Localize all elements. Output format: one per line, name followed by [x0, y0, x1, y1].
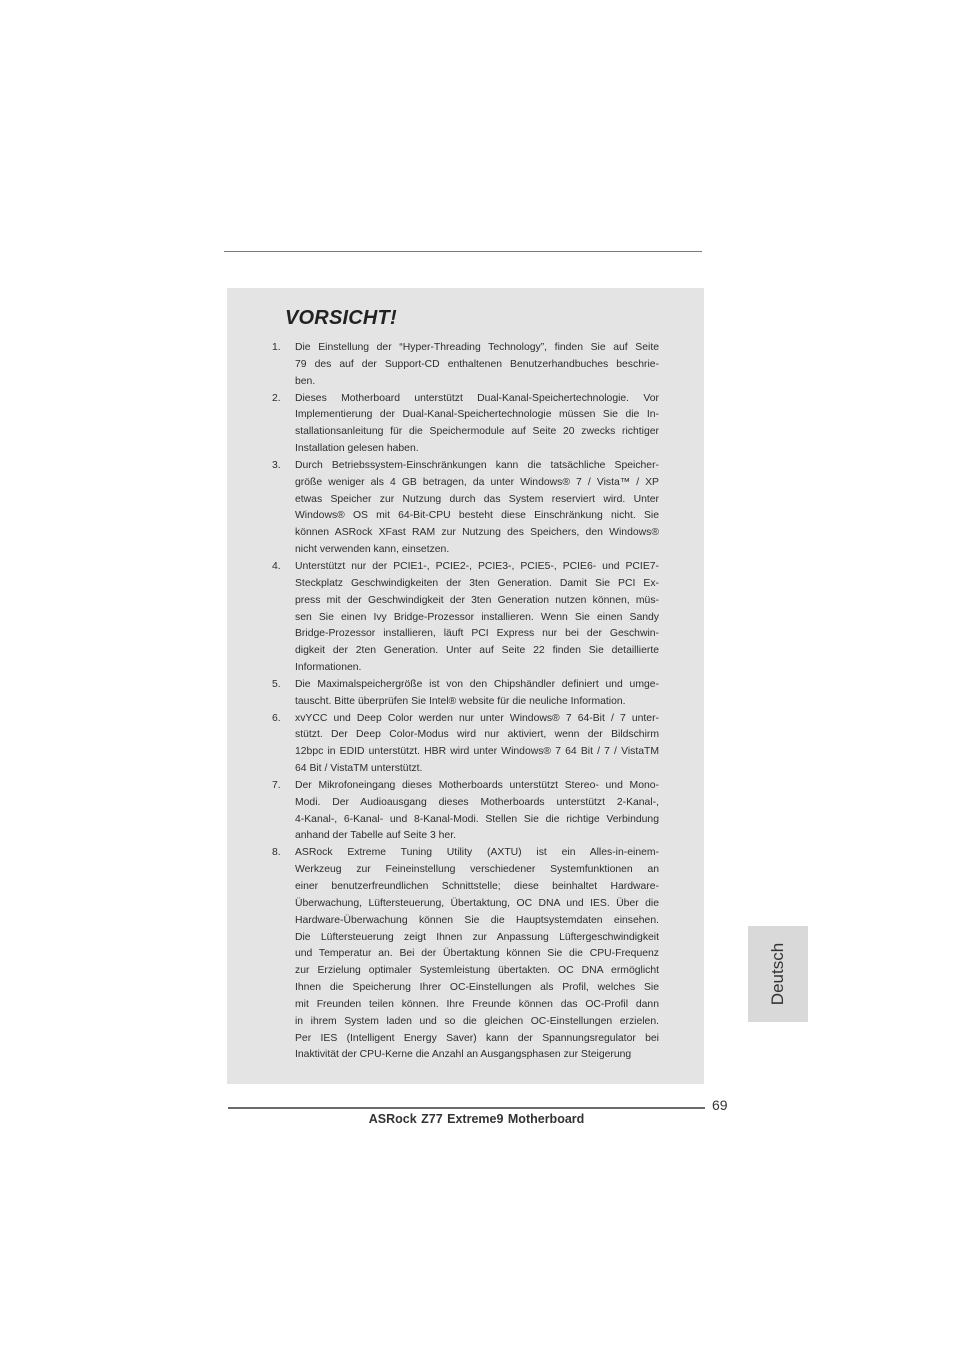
caution-item-line: können ASRock XFast RAM zur Nutzung des Speichers, den Windows® [295, 527, 659, 539]
caution-item-line: 12bpc in EDID unterstützt. HBR wird unter Windows® 7 64 Bit / 7 / VistaTM [295, 746, 659, 758]
caution-item-line: Informationen. [295, 662, 362, 674]
caution-item-line: ASRock Extreme Tuning Utility (AXTU) ist ein Alles-in-einem- [295, 847, 659, 859]
caution-item-line: Durch Betriebssystem-Einschränkungen kann die tatsächliche Speicher- [295, 459, 659, 471]
caution-item-line: in ihrem System laden und so die gleichen OC-Einstellungen erzielen. [295, 1015, 659, 1027]
caution-item-line: mit Freunden teilen können. Ihre Freunde können das OC-Profil dann [295, 998, 659, 1010]
language-tab [748, 926, 808, 1022]
caution-item-line: digkeit der 2ten Generation. Unter auf Seite 22 finden Sie detaillierte [295, 645, 659, 657]
caution-item-line: und Temperatur an. Bei der Übertaktung können Sie die CPU-Frequenz [295, 948, 659, 960]
top-divider [224, 251, 702, 252]
caution-item-line: etwas Speicher zur Nutzung durch das System reserviert wird. Unter [295, 493, 659, 505]
caution-item-line: Per IES (Intelligent Energy Saver) kann der Spannungsregulator bei [295, 1032, 659, 1044]
footer-divider [228, 1107, 705, 1109]
caution-item-line: Die Einstellung der “Hyper-Threading Technology”, finden Sie auf Seite [295, 342, 659, 353]
caution-item-line: tauscht. Bitte überprüfen Sie Intel® website für die neuliche Information. [295, 695, 626, 707]
caution-item-number: 6. [272, 712, 281, 724]
caution-item-number: 1. [272, 342, 281, 353]
caution-item-line: stützt. Der Deep Color-Modus wird nur aktiviert, wenn der Bildschirm [295, 729, 659, 741]
caution-item-line: sen Sie einen Ivy Bridge-Prozessor installieren. Wenn Sie einen Sandy [295, 611, 659, 623]
caution-item-line: 79 des auf der Support-CD enthaltenen Benutzerhandbuches beschrie- [295, 358, 659, 370]
caution-item-line: Überwachung, Lüftersteuerung, Übertaktung, OC DNA und IES. Über die [295, 897, 659, 909]
caution-item-line: 4-Kanal-, 6-Kanal- und 8-Kanal-Modi. Stellen Sie die richtige Verbindung [295, 813, 659, 825]
caution-item [262, 458, 659, 559]
caution-item-line: anhand der Tabelle auf Seite 3 her. [295, 830, 456, 842]
caution-item-line: einer benutzerfreundlichen Schnittstelle; diese beinhaltet Hardware- [295, 881, 659, 892]
caution-item-line: ben. [295, 375, 316, 387]
caution-item [262, 845, 659, 1064]
caution-item-line: Der Mikrofoneingang dieses Motherboards unterstützt Stereo- und Mono- [295, 779, 659, 791]
caution-item-number: 2. [272, 392, 281, 404]
caution-list [262, 340, 659, 1064]
footer-title: ASRock Z77 Extreme9 Motherboard [368, 1112, 585, 1126]
caution-item-line: Unterstützt nur der PCIE1-, PCIE2-, PCIE3-, PCIE5-, PCIE6- und PCIE7- [295, 560, 659, 572]
page-number: 69 [712, 1097, 728, 1113]
caution-item-line: press mit der Geschwindigkeit der 3ten Generation nutzen können, müs- [295, 594, 659, 606]
caution-item-line: Implementierung der Dual-Kanal-Speichertechnologie müssen Sie die In- [295, 409, 659, 421]
caution-item-line: stallationsanleitung für die Speichermodule auf Seite 20 zwecks richtiger [295, 426, 659, 438]
caution-item-line: Modi. Der Audioausgang dieses Motherboards unterstützt 2-Kanal-, [295, 796, 659, 808]
caution-item-line: Inaktivität der CPU-Kerne die Anzahl an Ausgangsphasen zur Steigerung [295, 1049, 632, 1061]
caution-item [262, 711, 659, 778]
caution-item-line: Windows® OS mit 64-Bit-CPU besteht diese Einschränkung nicht. Sie [295, 510, 659, 522]
caution-item-line: xvYCC und Deep Color werden nur unter Windows® 7 64-Bit / 7 unter- [295, 712, 659, 724]
language-tab-label: Deutsch [768, 942, 787, 1006]
caution-item-line: Ihnen die Speicherung Ihrer OC-Einstellungen als Profil, welches Sie [295, 982, 659, 994]
caution-item-number: 4. [272, 560, 281, 572]
caution-item-line: Die Maximalspeichergröße ist von den Chipshändler definiert und umge- [295, 678, 659, 690]
caution-item-line: Steckplatz Geschwindigkeiten der 3ten Generation. Damit Sie PCI Ex- [295, 577, 659, 589]
caution-item-number: 5. [272, 678, 281, 690]
caution-item-line: Hardware-Überwachung können Sie die Hauptsystemdaten einsehen. [295, 914, 659, 926]
caution-item-number: 8. [272, 847, 281, 859]
caution-item-number: 7. [272, 779, 281, 791]
caution-item-line: Die Lüftersteuerung zeigt Ihnen zur Anpassung Lüftergeschwindigkeit [295, 931, 659, 943]
caution-item [262, 391, 659, 458]
caution-item-line: 64 Bit / VistaTM unterstützt. [295, 763, 423, 775]
caution-item-line: Installation gelesen haben. [295, 443, 419, 455]
caution-item-number: 3. [272, 459, 281, 471]
caution-item [262, 677, 659, 711]
caution-item-line: Werkzeug zur Feineinstellung verschiedener Systemfunktionen an [295, 864, 659, 876]
caution-item-line: nicht verwenden kann, einsetzen. [295, 544, 450, 556]
caution-item [262, 340, 659, 391]
caution-item-line: Dieses Motherboard unterstützt Dual-Kanal-Speichertechnologie. Vor [295, 392, 659, 404]
caution-item-line: Bridge-Prozessor installieren, läuft PCI Express nur bei der Geschwin- [295, 628, 659, 640]
caution-item-line: größe weniger als 4 GB betragen, da unter Windows® 7 / Vista™ / XP [295, 476, 659, 488]
caution-item [262, 778, 659, 845]
caution-item-line: zur Erzielung optimaler Systemleistung übertakten. OC DNA ermöglicht [295, 965, 659, 977]
caution-item [262, 559, 659, 677]
caution-title: VORSICHT! [285, 307, 397, 329]
